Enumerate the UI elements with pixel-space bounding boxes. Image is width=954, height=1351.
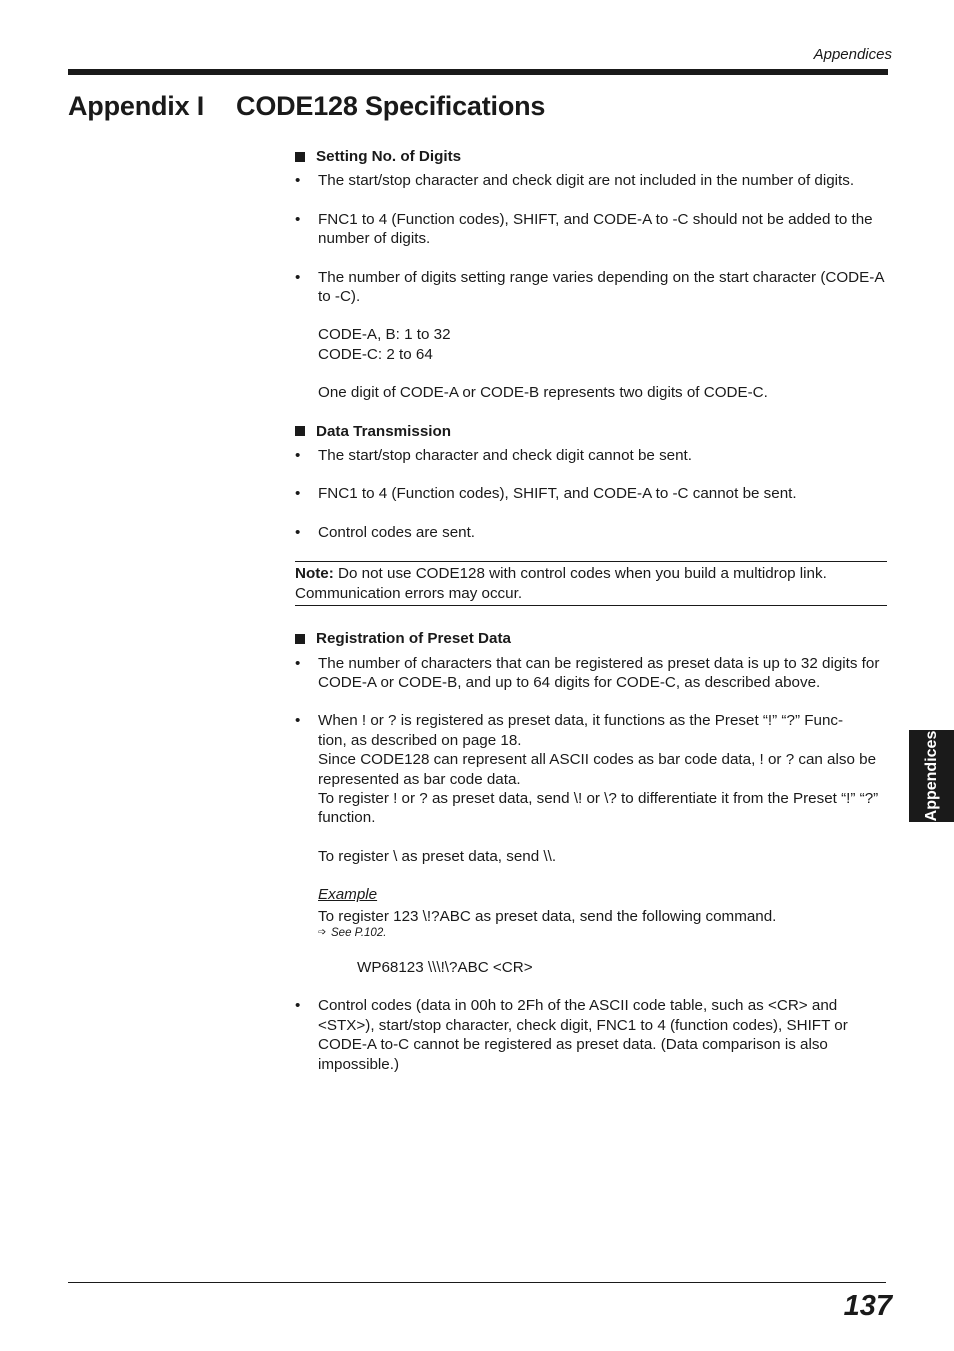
- bullet-icon: •: [295, 485, 301, 503]
- list-item: • The start/stop character and check digit are not included in the number of digits.: [295, 172, 855, 190]
- square-bullet-icon: [295, 634, 305, 644]
- list-item: • FNC1 to 4 (Function codes), SHIFT, and CODE-A to -C should not be added to the number of digits.: [295, 210, 873, 248]
- note-label: Note:: [295, 565, 334, 583]
- bullet-icon: •: [295, 210, 301, 228]
- list-item: • FNC1 to 4 (Function codes), SHIFT, and CODE-A to -C cannot be sent.: [295, 485, 797, 503]
- main-content: [295, 147, 887, 1074]
- example-label: Example: [318, 886, 378, 904]
- range-code-ab: CODE-A, B: 1 to 32: [318, 326, 451, 344]
- appendix-number: Appendix I: [68, 91, 205, 121]
- section-title-digits: Setting No. of Digits: [295, 147, 887, 166]
- range-code-c: CODE-C: 2 to 64: [318, 345, 433, 363]
- bullet-icon: •: [295, 712, 301, 730]
- page-title: [68, 91, 545, 122]
- example-text: To register 123 \!?ABC as preset data, send the following command.: [318, 907, 777, 925]
- list-item: • When ! or ? is registered as preset data, it functions as the Preset “!” “?” Func- tion, as described on page 18. Since CODE128 can represent all ASCII codes as bar code data, ! or ? can also be represented as bar code data. To register ! or ? as preset data, send \! or \? to differentiate it from the Preset “!” “?” function. To register \ as preset data, send \\. Example To register 123 \!?ABC as preset data, send the following command. ➩ See P.102. WP68123 \\\!\?ABC <CR>: [295, 711, 887, 977]
- list-item: • Control codes are sent.: [295, 523, 476, 541]
- bullet-icon: •: [295, 268, 301, 286]
- bullet-icon: •: [295, 654, 301, 672]
- running-header: Appendices: [813, 46, 892, 63]
- bullet-icon: •: [295, 447, 301, 465]
- note-text: Do not use CODE128 with control codes when you build a multidrop link. Communication errors may occur.: [295, 565, 827, 602]
- page-number: 137: [843, 1290, 892, 1322]
- command-example: WP68123 \\\!\?ABC <CR>: [357, 958, 533, 976]
- top-rule: [68, 69, 888, 75]
- list-item: • The start/stop character and check digit cannot be sent.: [295, 447, 692, 465]
- bottom-rule: [68, 1282, 886, 1283]
- note-box: [295, 561, 887, 606]
- bullet-icon: •: [295, 523, 301, 541]
- appendix-name: CODE128 Specifications: [236, 91, 546, 121]
- section-title-transmission: Data Transmission: [295, 422, 887, 441]
- list-item: • The number of characters that can be registered as preset data is up to 32 digits for CODE-A or CODE-B, and up to 64 digits for CODE-C, as described above.: [295, 654, 880, 691]
- square-bullet-icon: [295, 152, 305, 162]
- section-title-preset: Registration of Preset Data: [295, 629, 887, 648]
- digits-note: One digit of CODE-A or CODE-B represents two digits of CODE-C.: [318, 384, 768, 402]
- list-item: • Control codes (data in 00h to 2Fh of the ASCII code table, such as <CR> and <STX>), start/stop character, check digit, FNC1 to 4 (function codes), SHIFT or CODE-A to-C cannot be registered as preset data. (Data comparison is also impossible.): [295, 997, 848, 1073]
- reference-arrow-icon: ➩: [318, 926, 327, 938]
- square-bullet-icon: [295, 426, 305, 436]
- bullet-icon: •: [295, 172, 301, 190]
- side-tab-appendices: Appendices: [909, 730, 954, 822]
- bullet-icon: •: [295, 997, 301, 1015]
- list-item: • The number of digits setting range varies depending on the start character (CODE-A to -C). CODE-A, B: 1 to 32 CODE-C: 2 to 64 One digit of CODE-A or CODE-B represents two digits of CODE-C.: [295, 268, 887, 403]
- see-reference: ➩ See P.102.: [318, 926, 387, 939]
